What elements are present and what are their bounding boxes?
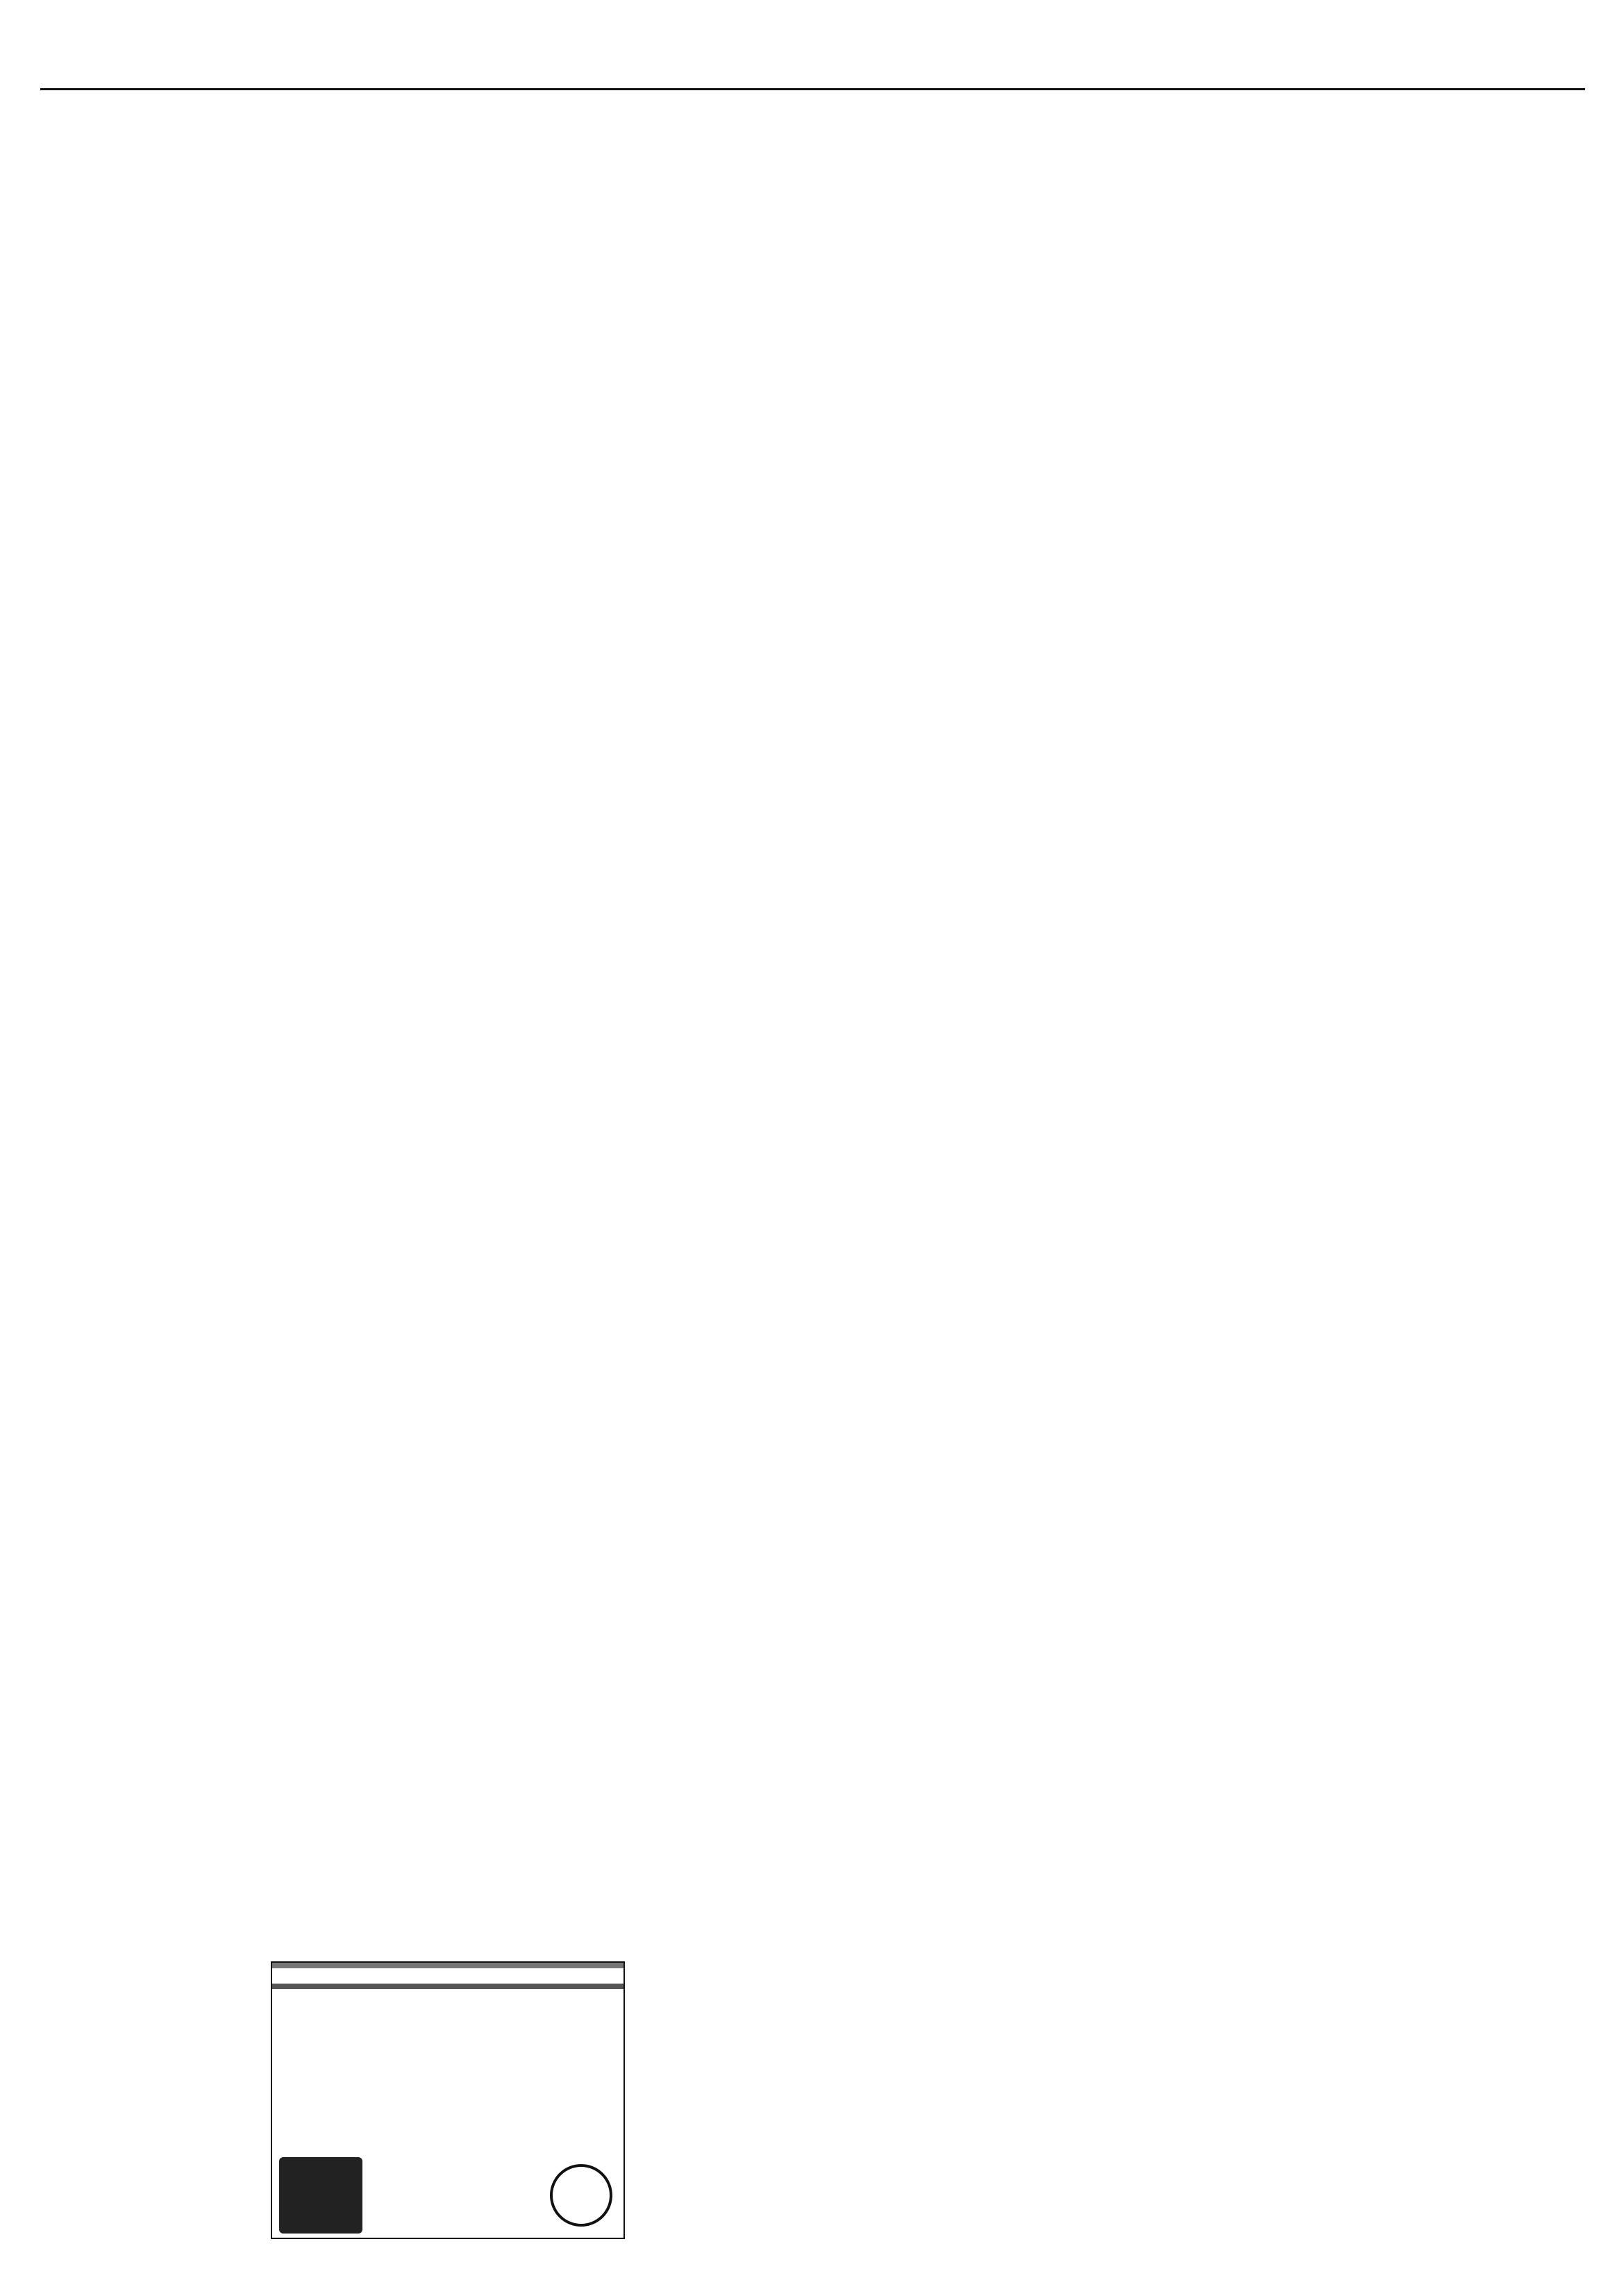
column-5 (819, 115, 996, 2267)
column-3 (451, 115, 625, 1947)
column-7 (1197, 115, 1378, 2267)
column-6 (1005, 115, 1189, 2267)
page-header (40, 61, 1585, 90)
column-2 (266, 115, 440, 2267)
column-8 (1376, 115, 1584, 2267)
column-4 (635, 115, 809, 2267)
smit-name (272, 1963, 623, 1968)
smit-band (272, 1984, 623, 1989)
smit-plumbers-ad (271, 1961, 625, 2239)
column-1 (40, 115, 231, 2267)
plumber-icon (279, 2157, 362, 2234)
hour-badge (550, 2164, 612, 2227)
